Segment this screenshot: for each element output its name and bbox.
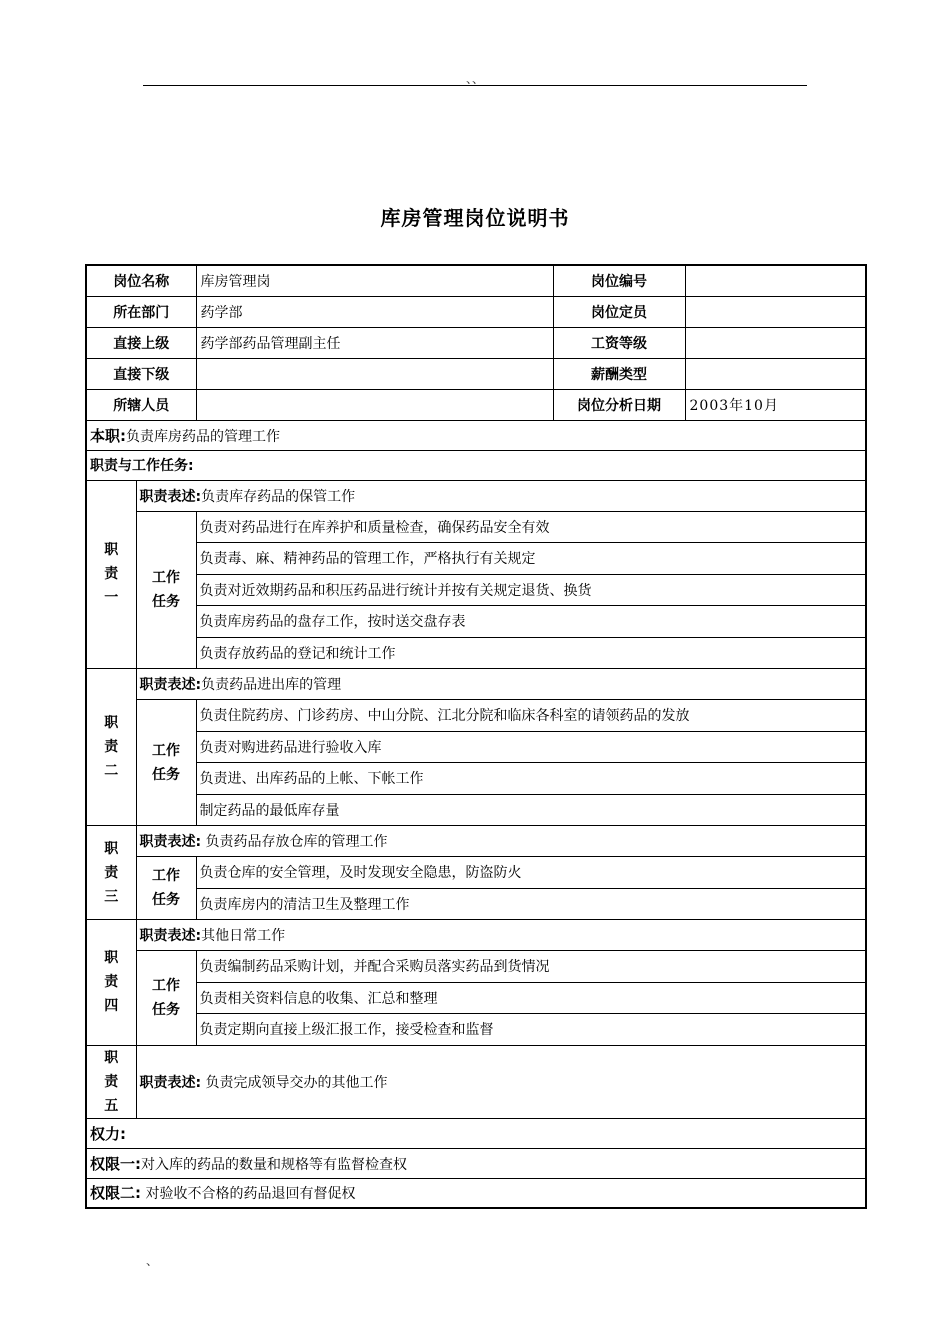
duty-name-char: 五 <box>104 1097 119 1114</box>
info-row <box>86 389 866 420</box>
field-value <box>196 389 553 420</box>
duty-statement-row <box>86 826 866 857</box>
duty-statement-label: 职责表述: <box>139 834 202 850</box>
field-value <box>685 327 866 358</box>
duty-name-char: 三 <box>104 888 119 905</box>
power-row <box>86 1178 866 1208</box>
field-value: 药学部药品管理副主任 <box>196 327 553 358</box>
table-body <box>86 265 866 1208</box>
duty-name-char: 职 <box>104 840 119 857</box>
field-label: 岗位编号 <box>553 265 685 296</box>
role-label: 本职: <box>90 426 126 445</box>
duty-name-char: 职 <box>104 715 119 731</box>
task-item: 负责存放药品的登记和统计工作 <box>196 637 866 669</box>
info-row <box>86 327 866 358</box>
task-row <box>86 731 866 763</box>
info-row <box>86 358 866 389</box>
power-heading: 权力: <box>90 1124 126 1143</box>
footer-mark: 、 <box>146 1254 159 1268</box>
power-heading-cell <box>86 1118 866 1148</box>
header-mark: 、、 <box>465 72 484 86</box>
duty-statement <box>136 480 866 511</box>
field-label: 直接上级 <box>86 327 196 358</box>
task-row <box>86 794 866 826</box>
info-row <box>86 265 866 296</box>
duty-name <box>86 1045 136 1118</box>
task-label-line: 工作 <box>152 742 180 759</box>
task-item: 负责库房药品的盘存工作，按时送交盘存表 <box>196 606 866 638</box>
duty-name <box>86 920 136 1046</box>
power-text: 对验收不合格的药品退回有督促权 <box>141 1186 356 1203</box>
duty-statement-row <box>86 1045 866 1118</box>
duty-statement <box>136 1045 866 1118</box>
task-label-line: 任务 <box>152 1001 180 1018</box>
document-title: 库房管理岗位说明书 <box>380 206 570 230</box>
task-label <box>136 700 196 826</box>
duty-name-char: 责 <box>104 566 119 583</box>
duty-statement-text: 负责库存药品的保管工作 <box>201 488 356 505</box>
task-label-line: 工作 <box>152 977 180 994</box>
task-label <box>136 511 196 669</box>
duty-name-char: 职 <box>104 950 119 967</box>
field-value <box>196 358 553 389</box>
task-item: 负责仓库的安全管理，及时发现安全隐患，防盗防火 <box>196 857 866 889</box>
task-label <box>136 857 196 920</box>
duty-statement-label: 职责表述: <box>139 488 202 505</box>
duty-name <box>86 826 136 920</box>
task-row <box>86 637 866 669</box>
field-label: 所在部门 <box>86 296 196 327</box>
task-item: 负责进、出库药品的上帐、下帐工作 <box>196 763 866 795</box>
task-row <box>86 888 866 920</box>
duty-statement-label: 职责表述: <box>139 677 202 693</box>
field-label: 薪酬类型 <box>553 358 685 389</box>
task-item: 负责相关资料信息的收集、汇总和整理 <box>196 982 866 1014</box>
task-row <box>86 982 866 1014</box>
task-row <box>86 606 866 638</box>
duty-statement-row <box>86 669 866 700</box>
duty-statement <box>136 826 866 857</box>
field-label: 岗位分析日期 <box>553 389 685 420</box>
power-cell <box>86 1178 866 1208</box>
task-row <box>86 1014 866 1046</box>
task-item: 负责编制药品采购计划，并配合采购员落实药品到货情况 <box>196 951 866 983</box>
info-row <box>86 296 866 327</box>
duty-statement <box>136 920 866 951</box>
task-row <box>86 543 866 575</box>
field-value: 库房管理岗 <box>196 265 553 296</box>
task-item: 负责毒、麻、精神药品的管理工作，严格执行有关规定 <box>196 543 866 575</box>
duties-heading-row <box>86 450 866 480</box>
field-label: 直接下级 <box>86 358 196 389</box>
task-row <box>86 574 866 606</box>
field-value: 药学部 <box>196 296 553 327</box>
power-label: 权限二: <box>90 1184 141 1203</box>
power-label: 权限一: <box>90 1154 141 1173</box>
duty-statement-row <box>86 920 866 951</box>
power-heading-row <box>86 1118 866 1148</box>
duties-heading: 职责与工作任务: <box>86 450 866 480</box>
duty-name-char: 责 <box>104 1073 119 1090</box>
task-label-line: 工作 <box>152 868 180 884</box>
duty-name-char: 责 <box>104 739 119 755</box>
duty-name-char: 一 <box>104 590 119 607</box>
task-label-line: 任务 <box>152 892 180 908</box>
duty-name-char: 二 <box>104 763 119 779</box>
duty-statement-text: 负责药品进出库的管理 <box>201 677 342 693</box>
duty-name <box>86 480 136 669</box>
duty-name-char: 四 <box>104 998 119 1015</box>
header-rule <box>143 85 807 86</box>
task-row <box>86 951 866 983</box>
task-row <box>86 511 866 543</box>
power-row <box>86 1148 866 1178</box>
duty-name <box>86 669 136 826</box>
task-item: 负责对购进药品进行验收入库 <box>196 731 866 763</box>
role-row <box>86 420 866 450</box>
duty-name-char: 职 <box>104 1049 119 1066</box>
field-label: 所辖人员 <box>86 389 196 420</box>
power-text: 对入库的药品的数量和规格等有监督检查权 <box>141 1156 407 1173</box>
task-label-line: 任务 <box>152 766 180 783</box>
field-label: 岗位名称 <box>86 265 196 296</box>
role-text: 负责库房药品的管理工作 <box>126 428 280 445</box>
field-value: 2003年10月 <box>685 389 866 420</box>
task-row <box>86 700 866 732</box>
duty-statement-label: 职责表述: <box>139 928 202 944</box>
task-item: 负责库房内的清洁卫生及整理工作 <box>196 888 866 920</box>
task-label-line: 任务 <box>152 593 180 610</box>
field-value <box>685 296 866 327</box>
task-item: 负责对药品进行在库养护和质量检查，确保药品安全有效 <box>196 511 866 543</box>
task-item: 负责定期向直接上级汇报工作，接受检查和监督 <box>196 1014 866 1046</box>
task-label-line: 工作 <box>152 569 180 586</box>
field-value <box>685 358 866 389</box>
power-cell <box>86 1148 866 1178</box>
task-item: 负责住院药房、门诊药房、中山分院、江北分院和临床各科室的请领药品的发放 <box>196 700 866 732</box>
duty-name-char: 职 <box>104 542 119 559</box>
duty-statement-text: 负责完成领导交办的其他工作 <box>201 1074 388 1091</box>
duty-name-char: 责 <box>104 974 119 991</box>
task-item: 负责对近效期药品和积压药品进行统计并按有关规定退货、换货 <box>196 574 866 606</box>
field-label: 工资等级 <box>553 327 685 358</box>
task-row <box>86 763 866 795</box>
role-cell <box>86 420 866 450</box>
duty-statement-text: 负责药品存放仓库的管理工作 <box>201 834 388 850</box>
task-item: 制定药品的最低库存量 <box>196 794 866 826</box>
duty-statement-row <box>86 480 866 511</box>
field-label: 岗位定员 <box>553 296 685 327</box>
field-value <box>685 265 866 296</box>
task-row <box>86 857 866 889</box>
task-label <box>136 951 196 1046</box>
duty-statement-text: 其他日常工作 <box>201 928 286 944</box>
duty-statement-label: 职责表述: <box>139 1074 202 1091</box>
duty-name-char: 责 <box>104 864 119 881</box>
job-description-table <box>85 264 867 1209</box>
duty-statement <box>136 669 866 700</box>
